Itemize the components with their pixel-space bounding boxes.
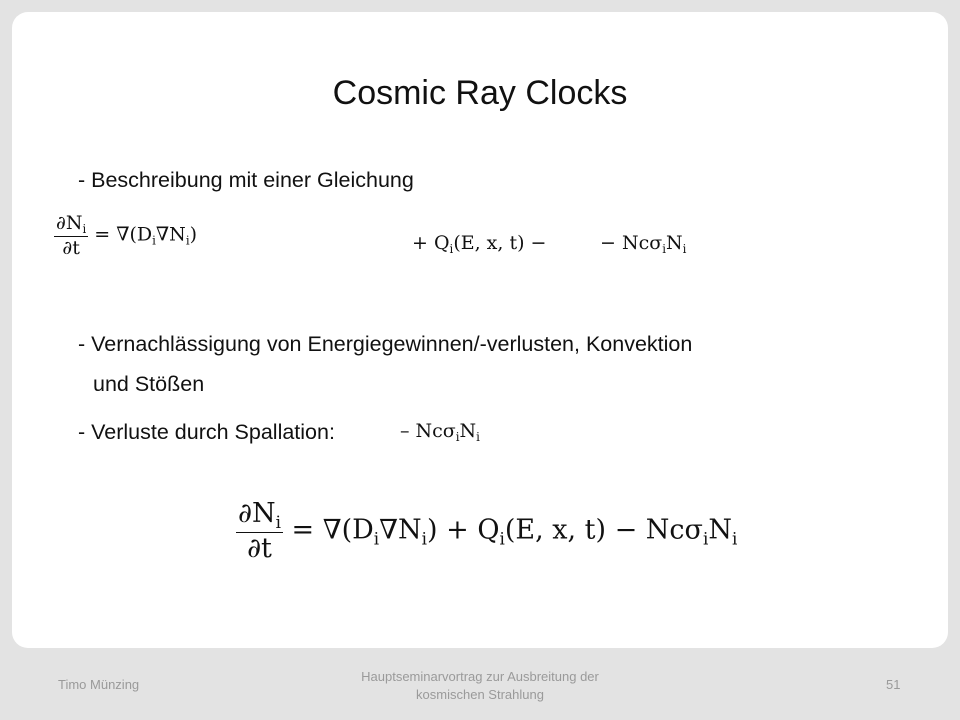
bullet-spallation: - Verluste durch Spallation: xyxy=(78,420,335,444)
eq-full-lhs-den: ∂t xyxy=(247,532,272,564)
bullet-neglect-line1: - Vernachlässigung von Energiegewinnen/-verlusten, Konvektion xyxy=(78,332,693,356)
eq-top-lhs-num: ∂N xyxy=(56,212,83,234)
eq-top-loss-sub1: i xyxy=(662,242,666,257)
bullet-neglect-line2: und Stößen xyxy=(93,372,205,396)
eq-full-rhs-a: = ∇(D xyxy=(291,514,374,546)
spallation-term xyxy=(400,420,480,444)
eq-top-source-sub: i xyxy=(449,242,454,257)
equation-top-source xyxy=(412,232,546,256)
spallation-sub1: i xyxy=(455,430,460,445)
equation-top-lhs xyxy=(54,212,197,259)
footer-author: Timo Münzing xyxy=(58,677,140,692)
eq-top-source-args: (E, x, t) − xyxy=(453,232,547,254)
eq-top-source: + Q xyxy=(412,232,450,254)
spallation-sub2: i xyxy=(476,430,480,445)
spallation-mid: N xyxy=(459,420,477,442)
equation-top-loss xyxy=(600,232,686,256)
eq-full-lhs-sub: i xyxy=(275,511,281,532)
eq-top-loss-mid: N xyxy=(665,232,683,254)
eq-top-lhs-sub: i xyxy=(82,222,87,237)
bullet-description: - Beschreibung mit einer Gleichung xyxy=(78,168,414,192)
eq-full-rhs-e-sub: i xyxy=(731,528,738,549)
footer-page-number: 51 xyxy=(886,677,901,692)
eq-top-diffusion: = ∇(D xyxy=(94,223,153,246)
eq-top-loss: − Ncσ xyxy=(600,232,663,254)
eq-full-rhs-b-sub: i xyxy=(421,528,427,549)
spallation-lead: – Ncσ xyxy=(400,420,456,442)
eq-top-diffusion-end: ) xyxy=(189,223,197,246)
eq-full-rhs-c: ) + Q xyxy=(427,514,500,546)
eq-full-rhs-e: N xyxy=(708,514,732,546)
eq-full-lhs-num: ∂N xyxy=(238,498,276,529)
eq-top-diffusion-mid: ∇N xyxy=(155,223,186,246)
footer-center-line1: Hauptseminarvortrag zur Ausbreitung der xyxy=(361,669,599,684)
eq-full-rhs-b: ∇N xyxy=(379,514,422,546)
eq-top-lhs-den: ∂t xyxy=(62,237,80,260)
eq-full-rhs-c-sub: i xyxy=(499,528,505,549)
eq-full-rhs-d-sub: i xyxy=(702,528,709,549)
eq-top-diffusion-sub1: i xyxy=(152,233,156,248)
eq-top-loss-sub2: i xyxy=(682,242,687,257)
equation-full xyxy=(236,498,737,564)
footer-center xyxy=(330,668,630,704)
eq-full-rhs-a-sub: i xyxy=(373,528,380,549)
eq-full-rhs-d: (E, x, t) − Ncσ xyxy=(504,514,703,546)
eq-top-diffusion-sub2: i xyxy=(185,233,190,248)
footer-center-line2: kosmischen Strahlung xyxy=(416,687,544,702)
slide-title: Cosmic Ray Clocks xyxy=(332,74,628,112)
